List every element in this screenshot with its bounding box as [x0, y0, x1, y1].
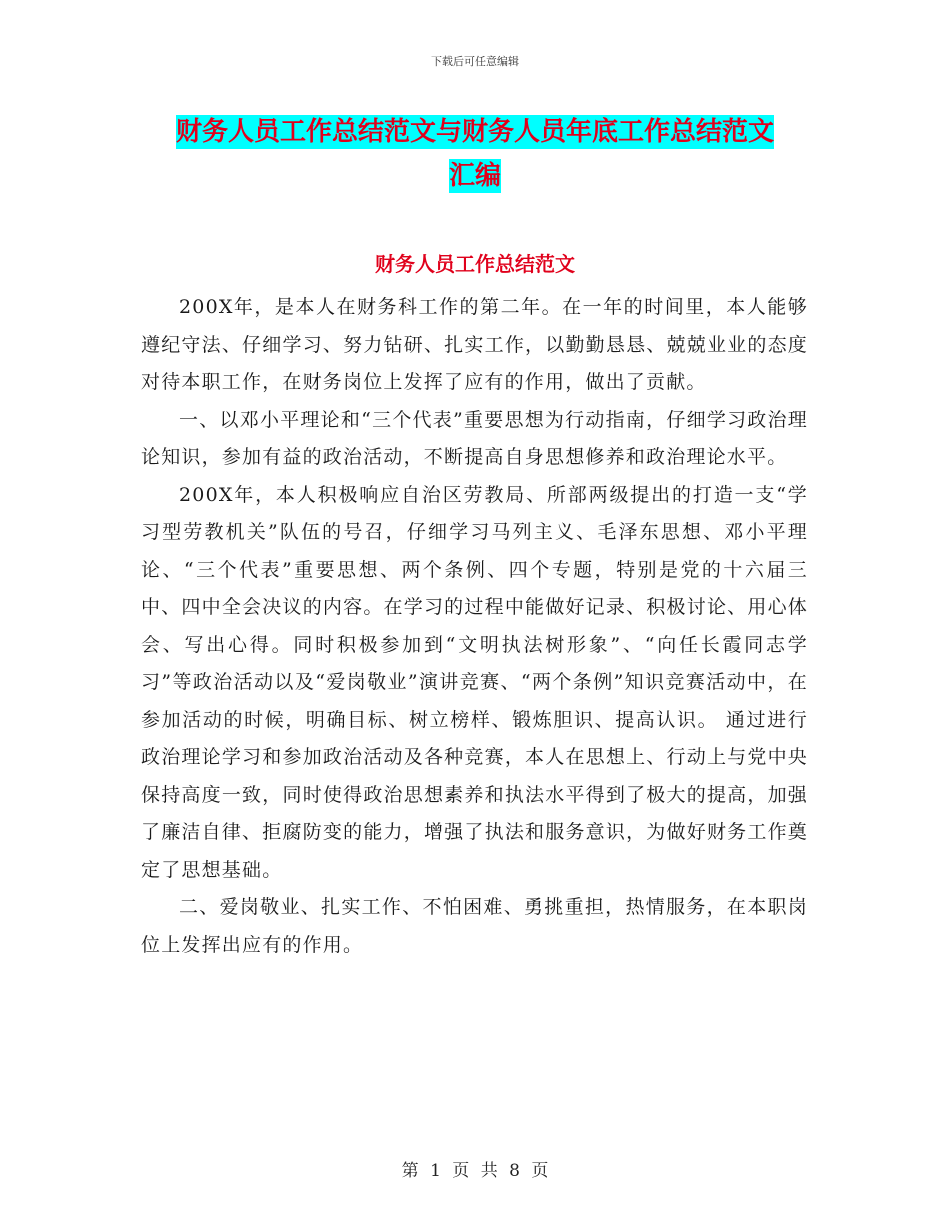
paragraph: 二、爱岗敬业、扎实工作、不怕困难、勇挑重担，热情服务，在本职岗位上发挥出应有的作用。 [141, 896, 808, 956]
paragraph: 一、以邓小平理论和“三个代表”重要思想为行动指南，仔细学习政治理论知识，参加有益的政治活动，不断提高自身思想修养和政治理论水平。 [141, 408, 808, 468]
section-title: 财务人员工作总结范文 [375, 252, 575, 276]
paragraph: 200X年，本人积极响应自治区劳教局、所部两级提出的打造一支“学习型劳教机关”队伍的号召，仔细学习马列主义、毛泽东思想、邓小平理论、“三个代表”重要思想、两个条例、四个专题，特别是党的十六届三中、四中全会决议的内容。在学习的过程中能做好记录、积极讨论、用心体会、写出心得。同时积极参加到“文明执法树形象”、“向任长霞同志学习”等政治活动以及“爱岗敬业”演讲竞赛、“两个条例”知识竞赛活动中，在参加活动的时候，明确目标、树立榜样、锻炼胆识、提高认识。 通过进行政治理论学习和参加政治活动及各种竞赛，本人在思想上、行动上与党中央保持高度一致，同时使得政治思想素养和执法水平得到了极大的提高，加强了廉洁自律、拒腐防变的能力，增强了执法和服务意识，为做好财务工作奠定了思想基础。 [141, 483, 808, 881]
page-footer: 第 1 页 共 8 页 [401, 1161, 549, 1181]
document-title [140, 110, 810, 198]
document-title-line1: 财务人员工作总结范文与财务人员年底工作总结范文 [175, 117, 774, 147]
paragraph: 200X年，是本人在财务科工作的第二年。在一年的时间里，本人能够遵纪守法、仔细学习、努力钻研、扎实工作，以勤勤恳恳、兢兢业业的态度对待本职工作，在财务岗位上发挥了应有的作用，做出了贡献。 [141, 296, 808, 393]
header-note: 下载后可任意编辑 [431, 55, 519, 68]
document-title-line2: 汇编 [448, 161, 501, 191]
document-body [141, 289, 808, 964]
